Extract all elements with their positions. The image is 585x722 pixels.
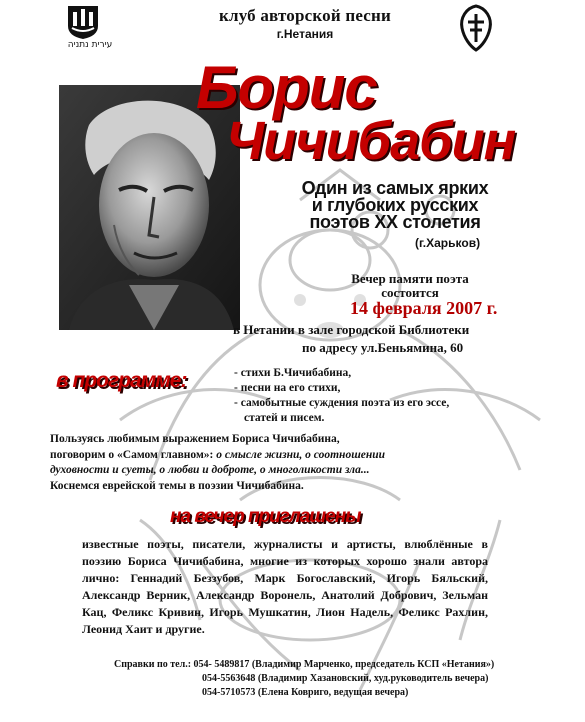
club-title: клуб авторской песни — [218, 6, 392, 25]
poet-first-name: Борис — [196, 54, 377, 121]
program-item: статей и писем. — [244, 412, 325, 424]
quote-line: духовности и суеты, о любви и доброте, о многоликости зла... — [50, 464, 370, 476]
event-address: по адресу ул.Беньямина, 60 — [302, 340, 464, 355]
program-item: - песни на его стихи, — [234, 382, 341, 394]
quote-paragraph — [50, 432, 500, 494]
quote-line — [50, 448, 500, 464]
poet-city: (г.Харьков) — [415, 236, 481, 250]
poet-last-name: Чичибабин — [226, 111, 516, 171]
contact-line: 054-5563648 (Владимир Хазановский, худ.руководитель вечера) — [202, 673, 489, 684]
invited-heading: на вечер приглашены — [170, 506, 361, 527]
emblem-caption: עירית נתניה — [67, 40, 113, 50]
event-date: 14 февраля 2007 г. — [350, 298, 498, 318]
poet-subtitle — [250, 180, 540, 231]
invited-guests-text: известные поэты, писатели, журналисты и артисты, влюблённые в поэзию Бориса Чичибабина, многие из которых хорошо знали автора лично: Геннадий Беззубов, Марк Богославский, Игорь Бяльский, Александр Верник, Александр Воронель, Анатолий Добрович, Зельман Кац, Феликс Кривин, Игорь Мушкатин, Лион Надель, Феликс Рахлин, Леонид Хаит и другие. — [82, 537, 488, 636]
program-item: - самобытные суждения поэта из его эссе, — [234, 397, 450, 409]
program-list — [234, 366, 534, 426]
tower-emblem-icon — [66, 4, 100, 40]
event-intro — [330, 272, 490, 300]
event-place: в Нетании в зале городской Библиотеки — [233, 322, 470, 337]
event-intro-line: состоится — [381, 285, 439, 300]
contact-info — [114, 658, 494, 700]
subtitle-line: и глубоких русских — [311, 195, 479, 215]
event-intro-line: Вечер памяти поэта — [351, 271, 469, 286]
contact-line: 054-5710573 (Елена Ковриго, ведущая вечера) — [202, 687, 409, 698]
program-item: - стихи Б.Чичибабина, — [234, 367, 352, 379]
club-city: г.Нетания — [276, 27, 334, 41]
subtitle-line: поэтов XX столетия — [309, 212, 481, 232]
contact-line: Справки по тел.: 054- 5489817 (Владимир Марченко, председатель КСП «Нетания») — [114, 659, 495, 670]
quote-text: поговорим о «Самом главном»: — [50, 448, 214, 461]
quote-italic: о смысле жизни, о соотношении — [216, 448, 386, 461]
program-heading: в программе: — [56, 369, 187, 392]
poet-portrait — [59, 85, 240, 330]
quote-line: Пользуясь любимым выражением Бориса Чичибабина, — [50, 433, 340, 445]
subtitle-line: Один из самых ярких — [301, 178, 489, 198]
quote-line: Коснемся еврейской темы в поэзии Чичибабина. — [50, 479, 304, 492]
ksp-logo-icon — [456, 4, 496, 52]
